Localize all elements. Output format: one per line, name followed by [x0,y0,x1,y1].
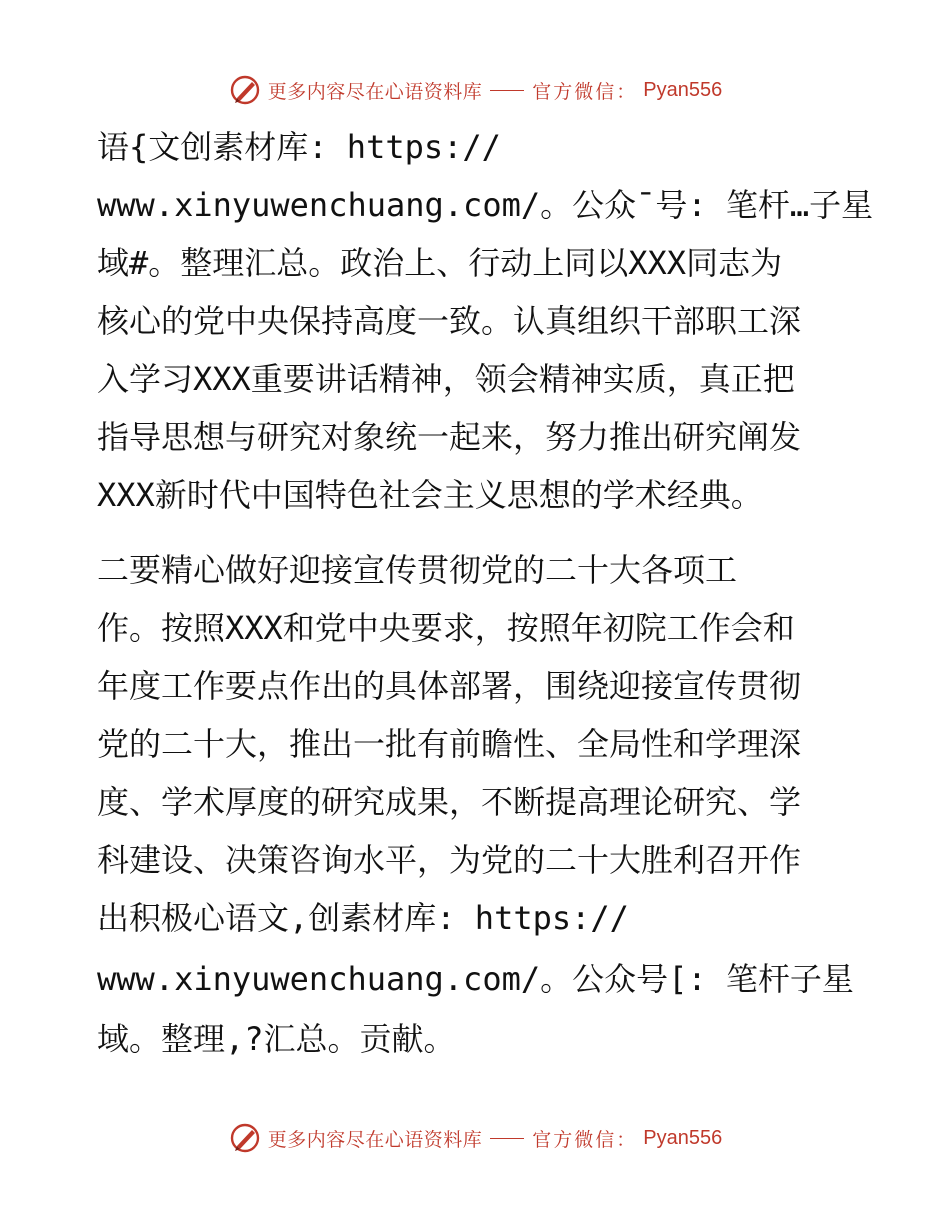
banner-dash [490,90,524,91]
banner-label: 官方微信： [532,1128,638,1151]
header-banner [0,70,950,110]
pen-circle-logo-icon [228,1121,262,1155]
body-line: 核心的党中央保持高度一致。认真组织干部职工深 [97,302,802,340]
body-line: 作。按照XXX和党中央要求，按照年初院工作会和 [97,609,795,647]
body-line: 党的二十大，推出一批有前瞻性、全局性和学理深 [97,725,802,763]
banner-id: Pyan556 [643,1126,723,1149]
body-line: 指导思想与研究对象统一起来，努力推出研究阐发 [97,418,802,456]
body-line: XXX新时代中国特色社会主义思想的学术经典。 [97,476,763,514]
banner-dash [490,1138,524,1139]
body-line: 出积极心语文,创素材库: https:// [97,899,629,937]
body-line: 二要精心做好迎接宣传贯彻党的二十大各项工 [97,551,738,589]
body-line: 科建设、决策咨询水平，为党的二十大胜利召开作 [97,841,802,879]
body-line: 域。整理,?汇总。贡献。 [97,1020,456,1058]
body-line: www.xinyuwenchuang.com/。公众¯号: 笔杆…子星 [97,186,874,224]
body-line: 入学习XXX重要讲话精神，领会精神实质，真正把 [97,360,795,398]
banner-text: 更多内容尽在心语资料库 [267,1128,483,1151]
banner-id: Pyan556 [643,78,723,101]
body-line: 年度工作要点作出的具体部署，围绕迎接宣传贯彻 [97,667,802,705]
body-line: 度、学术厚度的研究成果，不断提高理论研究、学 [97,783,802,821]
body-line: 域#。整理汇总。政治上、行动上同以XXX同志为 [97,244,783,282]
footer-banner [0,1118,950,1158]
body-line: 语{文创素材库: https:// [97,128,501,166]
body-line: www.xinyuwenchuang.com/。公众号[: 笔杆子星 [97,960,854,998]
banner-text: 更多内容尽在心语资料库 [267,80,483,103]
pen-circle-logo-icon [228,73,262,107]
banner-label: 官方微信： [532,80,638,103]
